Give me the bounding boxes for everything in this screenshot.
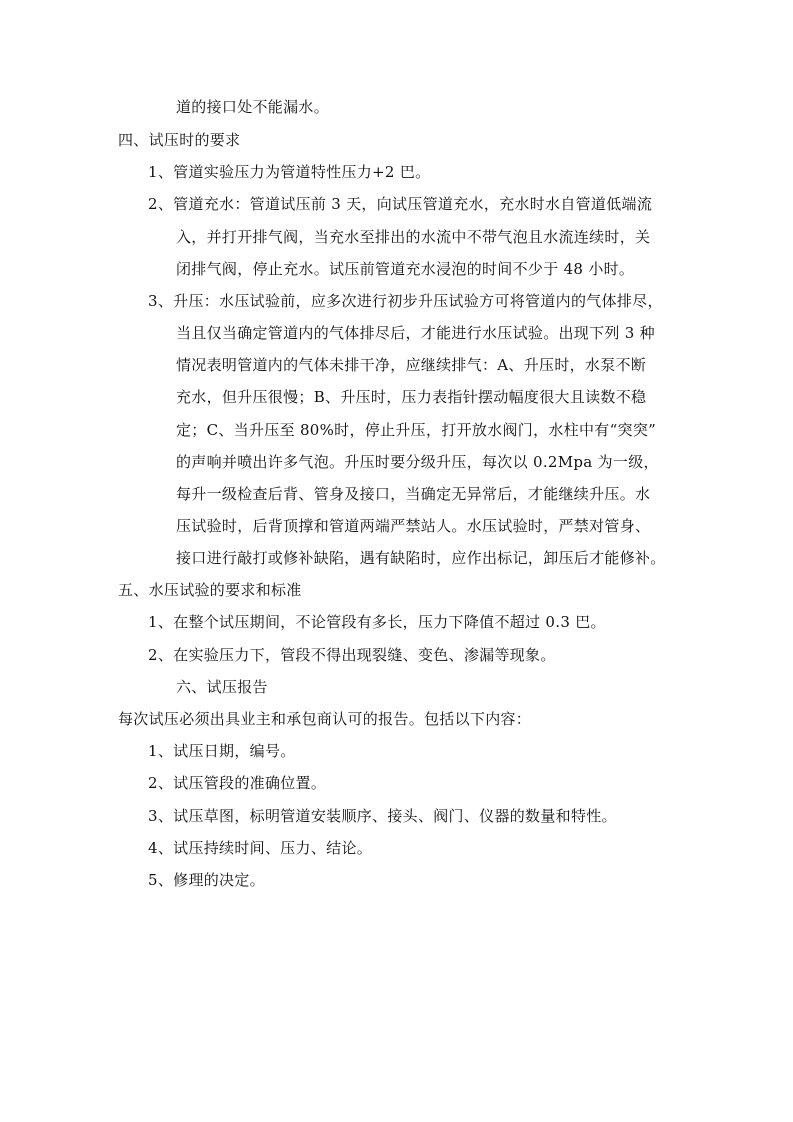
list-item: 2、试压管段的准确位置。: [148, 774, 327, 792]
paragraph-line: 情况表明管道内的气体未排干净，应继续排气：A、升压时，水泵不断: [176, 356, 647, 374]
paragraph-line: 每次试压必须出具业主和承包商认可的报告。包括以下内容：: [118, 710, 532, 728]
section-heading: 六、试压报告: [176, 678, 268, 696]
paragraph-line: 的声响并喷出许多气泡。升压时要分级升压，每次以 0.2Mpa 为一级，: [176, 453, 659, 471]
list-item: 1、管道实验压力为管道特性压力+2 巴。: [148, 163, 431, 181]
paragraph-line: 道的接口处不能漏水。: [176, 98, 330, 116]
paragraph-line: 闭排气阀，停止充水。试压前管道充水浸泡的时间不少于 48 小时。: [176, 260, 635, 278]
section-heading: 四、试压时的要求: [118, 131, 241, 149]
list-item: 1、试压日期，编号。: [148, 742, 296, 760]
paragraph-line: 压试验时，后背顶撑和管道两端严禁站人。水压试验时，严禁对管身、: [176, 517, 651, 535]
paragraph-line: 当且仅当确定管道内的气体排尽后，才能进行水压试验。出现下列 3 种: [176, 324, 655, 342]
list-item: 2、管道充水：管道试压前 3 天，向试压管道充水，充水时水自管道低端流: [148, 195, 653, 213]
list-item: 4、试压持续时间、压力、结论。: [148, 839, 373, 857]
list-item: 1、在整个试压期间，不论管段有多长，压力下降值不超过 0.3 巴。: [148, 613, 606, 631]
paragraph-line: 接口进行敲打或修补缺陷，遇有缺陷时，应作出标记，卸压后才能修补。: [176, 549, 666, 567]
section-heading: 五、水压试验的要求和标准: [118, 581, 302, 599]
paragraph-line: 每升一级检查后背、管身及接口，当确定无异常后，才能继续升压。水: [176, 485, 651, 503]
paragraph-line: 充水，但升压很慢；B、升压时，压力表指针摆动幅度很大且读数不稳: [176, 388, 647, 406]
list-item: 5、修理的决定。: [148, 871, 265, 889]
list-item: 3、升压：水压试验前，应多次进行初步升压试验方可将管道内的气体排尽，: [148, 292, 663, 310]
paragraph-line: 入，并打开排气阀，当充水至排出的水流中不带气泡且水流连续时，关: [176, 228, 651, 246]
paragraph-line: 定；C、当升压至 80%时，停止升压，打开放水阀门，水柱中有“突突”: [176, 421, 657, 439]
list-item: 3、试压草图，标明管道安装顺序、接头、阀门、仪器的数量和特性。: [148, 807, 617, 825]
list-item: 2、在实验压力下，管段不得出现裂缝、变色、渗漏等现象。: [148, 646, 556, 664]
